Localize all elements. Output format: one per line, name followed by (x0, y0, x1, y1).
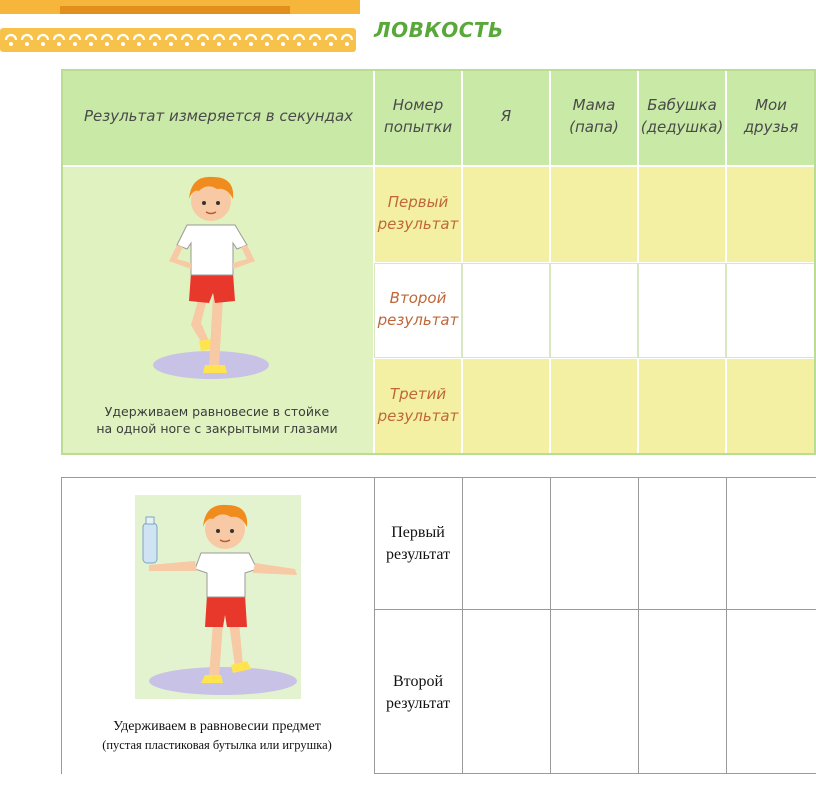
header-caption: Результат измеряется в секундах (83, 107, 354, 125)
boy-holding-bottle-illustration (135, 495, 301, 699)
col-label-me (462, 105, 550, 127)
col-label-grandma (638, 94, 726, 138)
col-label-line: Мама (572, 96, 616, 114)
col-label-attempt (374, 94, 462, 138)
row-label-line: результат (377, 311, 459, 329)
col-label-mom (550, 94, 638, 138)
result-cell-mom[interactable] (550, 166, 638, 263)
row-label-line: результат (377, 407, 459, 425)
col-label-line: попытки (383, 118, 453, 136)
row3-label (374, 383, 462, 427)
result-cell-friends[interactable] (726, 358, 816, 455)
result-cell-me[interactable] (462, 263, 550, 358)
illustration-caption (61, 403, 373, 437)
result-cell-mom[interactable] (551, 610, 638, 773)
result-cell-me[interactable] (462, 358, 550, 455)
result-cell-grandma[interactable] (639, 478, 726, 609)
col-label-friends (726, 94, 816, 138)
result-cell-me[interactable] (463, 610, 550, 773)
col-label-line: (дедушка) (640, 118, 724, 136)
row-label-line: Второй (392, 673, 443, 690)
page-banner (0, 0, 360, 56)
row-label-line: Первый (391, 524, 445, 541)
section-heading: ЛОВКОСТЬ (374, 18, 504, 42)
row-label-line: результат (377, 215, 459, 233)
caption-line: (пустая пластиковая бутылка или игрушка) (102, 738, 332, 752)
row-label-line: Третий (389, 385, 447, 403)
result-cell-mom[interactable] (550, 263, 638, 358)
grid-line (374, 773, 816, 774)
result-cell-grandma[interactable] (638, 358, 726, 455)
col-label-line: друзья (743, 118, 799, 136)
result-cell-grandma[interactable] (639, 610, 726, 773)
row-label-line: результат (385, 546, 451, 563)
result-cell-friends[interactable] (726, 263, 816, 358)
col-label-line: Бабушка (647, 96, 717, 114)
row2-label (374, 671, 462, 715)
row2-label (374, 287, 462, 331)
row-label-line: Первый (387, 193, 449, 211)
result-cell-grandma[interactable] (638, 166, 726, 263)
illustration-caption (61, 717, 373, 754)
result-cell-friends[interactable] (727, 478, 816, 609)
caption-line: Удерживаем равновесие в стойке (104, 404, 330, 419)
result-cell-friends[interactable] (726, 166, 816, 263)
results-table-balance-eyes-closed (61, 69, 816, 455)
result-cell-mom[interactable] (551, 478, 638, 609)
col-label-line: Мои (755, 96, 787, 114)
row-label-line: результат (385, 695, 451, 712)
results-table-balance-object (61, 477, 816, 774)
caption-line: на одной ноге с закрытыми глазами (96, 421, 338, 436)
col-label-line: Номер (392, 96, 444, 114)
col-label-line: Я (500, 107, 512, 125)
row1-label (374, 522, 462, 566)
col-label-line: (папа) (569, 118, 619, 136)
caption-line: Удерживаем в равновесии предмет (113, 719, 321, 734)
boy-one-leg-illustration (151, 169, 281, 389)
result-cell-friends[interactable] (727, 610, 816, 773)
result-cell-me[interactable] (462, 166, 550, 263)
row-label-line: Второй (389, 289, 447, 307)
result-cell-me[interactable] (463, 478, 550, 609)
result-cell-mom[interactable] (550, 358, 638, 455)
result-cell-grandma[interactable] (638, 263, 726, 358)
row1-label (374, 191, 462, 235)
